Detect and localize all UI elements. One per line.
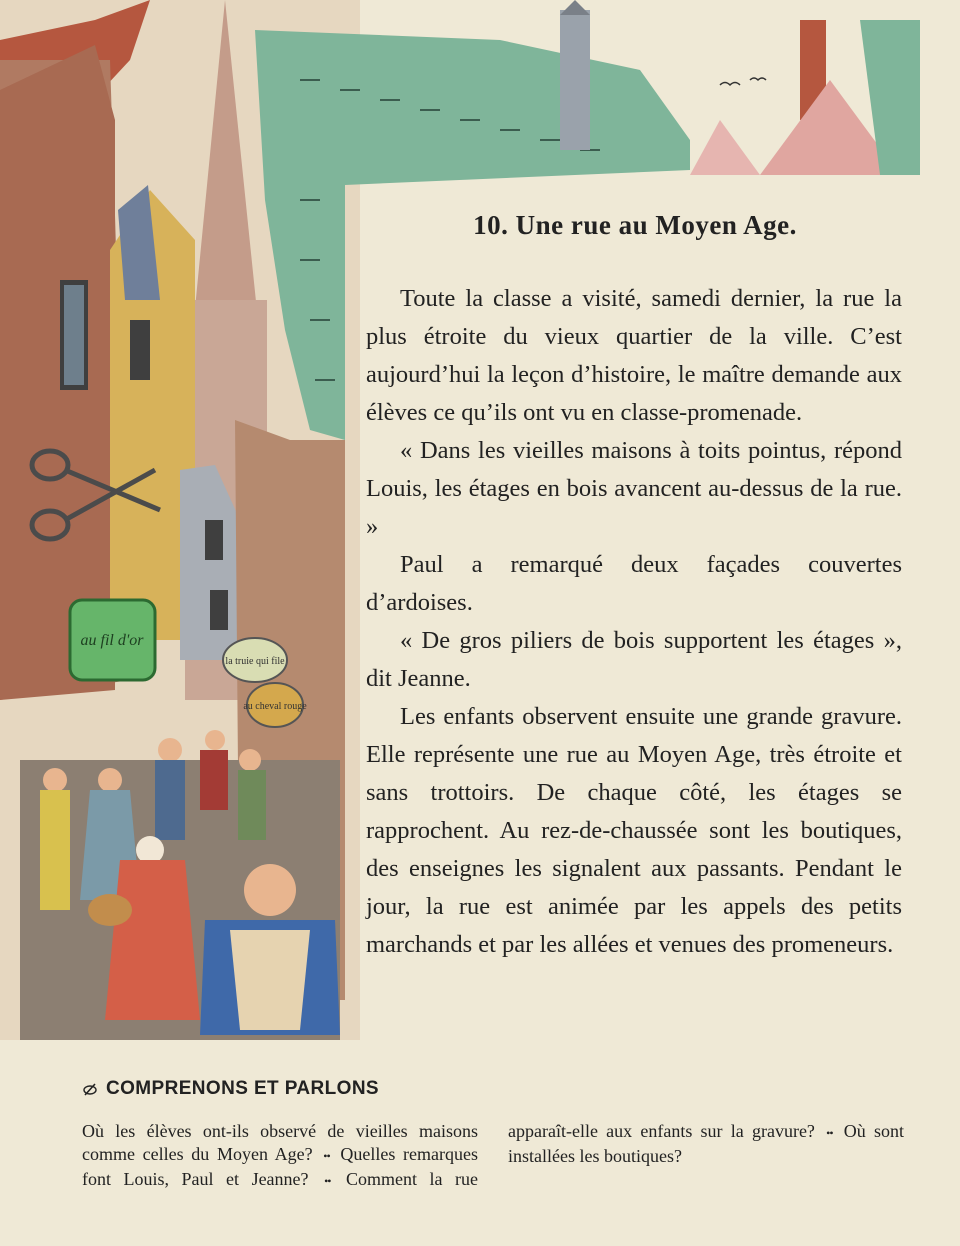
question: Quelles remarques font Louis, Paul et Jeanne? (82, 1144, 478, 1189)
lesson-text (366, 280, 902, 964)
paragraph: Toute la classe a visité, samedi dernier, la rue la plus étroite du vieux quartier de la ville. C’est aujourd’hui la leçon d’histoire, le maître demande aux élèves ce qu’ils ont vu en classe-promenade. (366, 285, 902, 426)
question-separator: •• (324, 1174, 331, 1188)
paragraph: Les enfants observent ensuite une grande gravure. Elle représente une rue au Moyen Age, très étroite et sans trottoirs. De chaque côté, les étages se rapprochent. Au rez-de-chaussée sont les boutiques, des enseignes les signalent aux passants. Pendant le jour, la rue est animée par les appels des petits marchands et par les allées et venues des promeneurs. (366, 703, 902, 958)
pink-house (690, 120, 760, 175)
paragraph: « De gros piliers de bois supportent les étages », dit Jeanne. (366, 627, 902, 692)
birds (720, 78, 766, 85)
question-separator: •• (323, 1149, 330, 1163)
question: Où les élèves ont-ils observé de vieilles maisons comme celles du Moyen Age? (82, 1121, 478, 1164)
paragraph: « Dans les vieilles maisons à toits pointus, répond Louis, les étages en bois avancent au-dessus de la rue. » (366, 437, 902, 540)
question: Où sont installées les boutiques? (508, 1121, 905, 1166)
lesson-title: 10. Une rue au Moyen Age. (473, 210, 797, 240)
question-separator: •• (826, 1126, 833, 1140)
question: Comment la rue apparaît-elle aux enfants sur la gravure? (346, 1121, 815, 1189)
paragraph: Paul a remarqué deux façades couvertes d’ardoises. (366, 551, 902, 616)
pencil-icon (82, 1081, 98, 1097)
section-heading (82, 1078, 379, 1100)
svg-text:la truie qui file: la truie qui file (225, 656, 285, 667)
fil-dor-sign-text: au fil d'or (80, 632, 144, 649)
chimney (560, 10, 590, 150)
question-list (82, 1120, 904, 1193)
svg-text:au cheval rouge: au cheval rouge (243, 701, 307, 712)
section-heading-label: COMPRENONS ET PARLONS (106, 1078, 380, 1099)
